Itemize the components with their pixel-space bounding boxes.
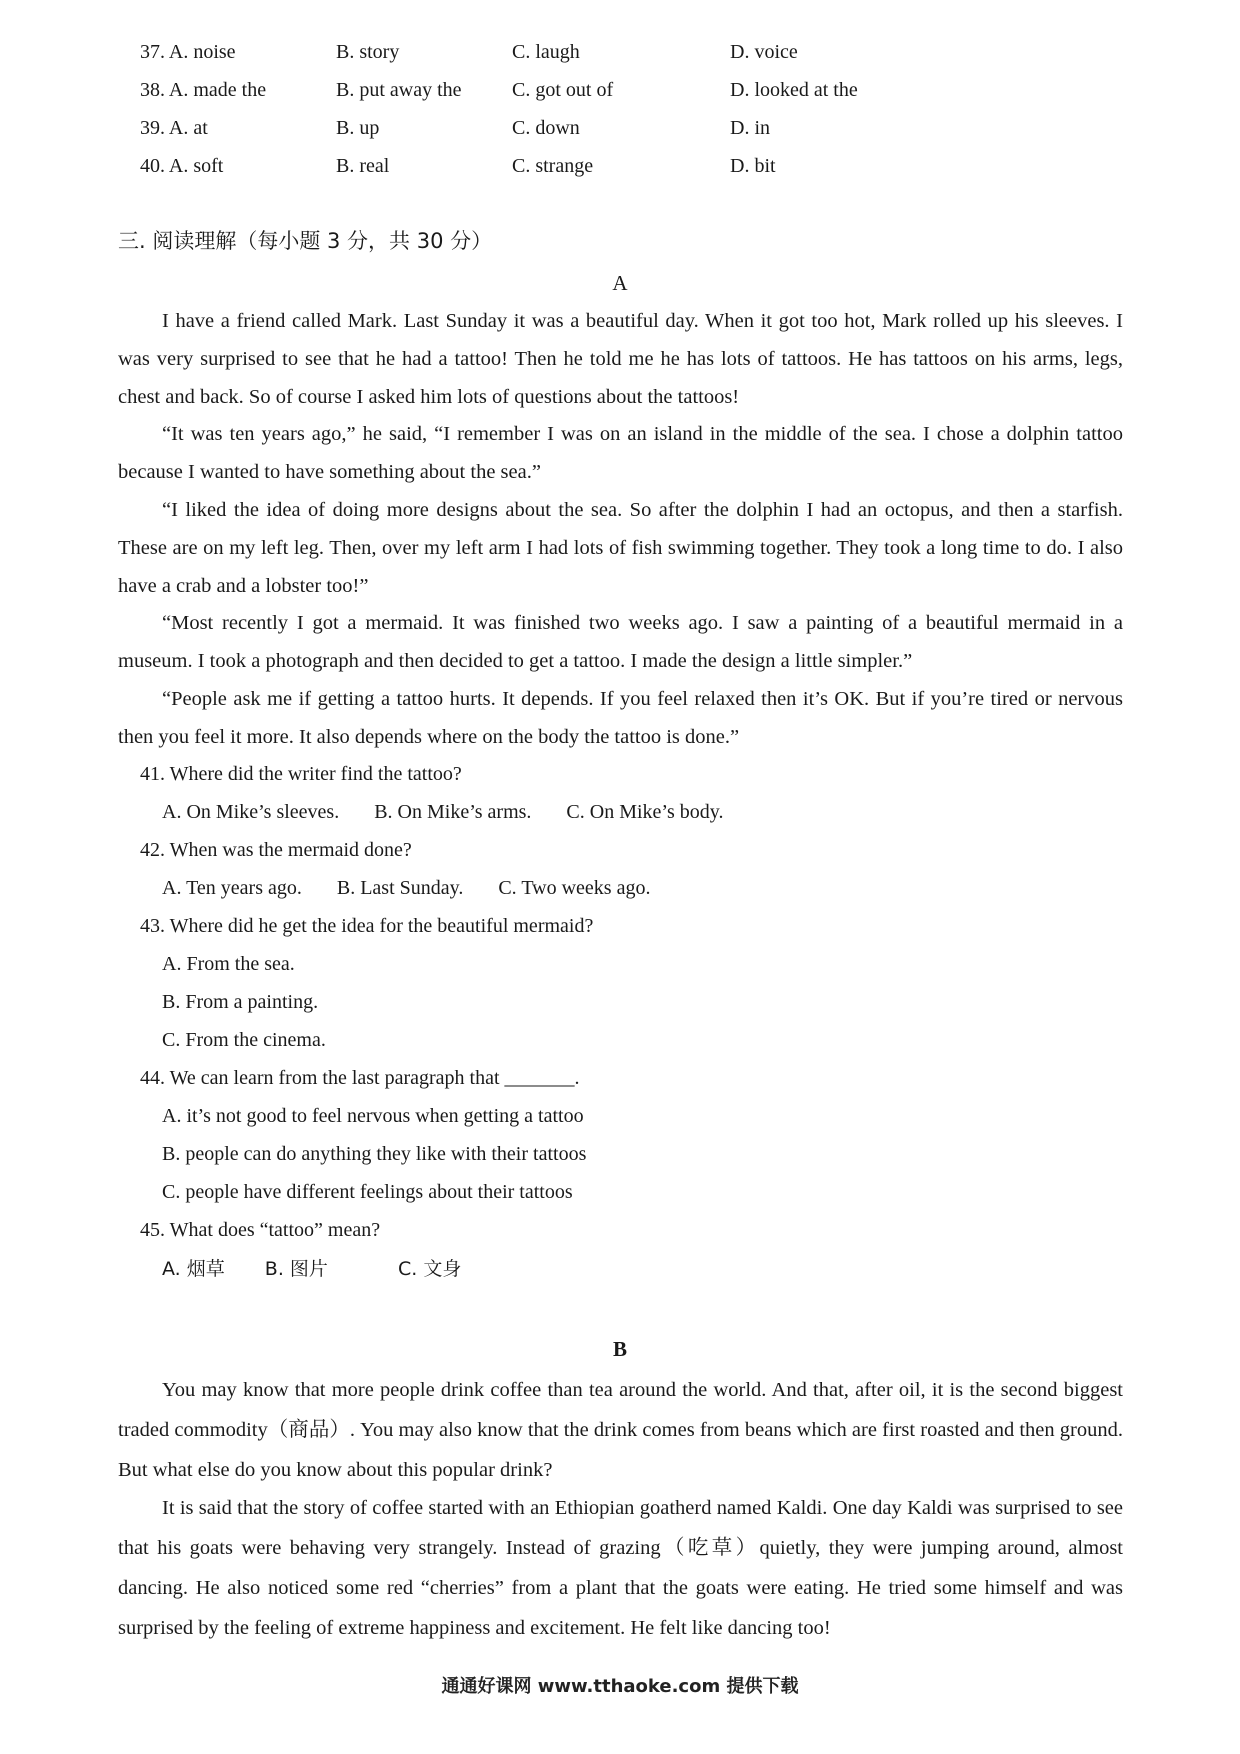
answer-option: C. From the cinema. [162,1029,326,1051]
answer-row-45 [162,1254,491,1284]
question-43: 43. Where did he get the idea for the beautiful mermaid? [140,915,594,937]
answer-option: C. people have different feelings about their tattoos [162,1181,573,1203]
answer-option: A. Ten years ago. [162,877,302,899]
passage-a-heading: A [612,271,628,295]
answer-option: C. 文身 [397,1258,462,1280]
option-b: B. real [336,155,390,177]
answer-option: B. Last Sunday. [336,877,464,899]
option-d: D. looked at the [730,79,858,101]
passage-b-heading: B [612,1337,627,1361]
passage-a-paragraph-3: “I liked the idea of doing more designs about the sea. So after the dolphin I had an octopus, and then a starfish. These are on my left leg. Then, over my left arm I had lots of fish swimming together. They took a long time to do. I also have a crab and a lobster too!” [118,499,1123,597]
answer-option: A. 烟草 [162,1258,225,1280]
question-41: 41. Where did the writer find the tattoo? [140,763,462,785]
passage-b-paragraph-1: You may know that more people drink coffee than tea around the world. And that, after oil, it is the second biggest traded commodity（商品）. You may also know that the drink comes from beans which are first roasted and then ground. But what else do you know about this popular drink? [118,1379,1123,1481]
answer-option: B. 图片 [264,1258,328,1280]
option-c: C. got out of [512,79,614,101]
option-b: B. story [336,41,400,63]
option-d: D. bit [730,155,776,177]
answer-option: A. On Mike’s sleeves. [162,801,340,823]
section-title: 三. 阅读理解（每小题 3 分，共 30 分） [118,229,493,253]
option-a: 38. A. made the [140,79,267,101]
answer-option: A. it’s not good to feel nervous when getting a tattoo [162,1105,584,1127]
option-a: 37. A. noise [140,41,236,63]
answer-option: B. From a painting. [162,991,319,1013]
option-a: 39. A. at [140,117,208,139]
option-c: C. laugh [512,41,580,63]
option-b: B. up [336,117,380,139]
answer-option: B. people can do anything they like with their tattoos [162,1143,587,1165]
option-d: D. voice [730,41,798,63]
passage-a-paragraph-5: “People ask me if getting a tattoo hurts. It depends. If you feel relaxed then it’s OK. But if you’re tired or nervous then you feel it more. It also depends where on the body the tattoo is done.” [118,688,1123,748]
answer-row-41 [162,797,753,827]
option-b: B. put away the [336,79,462,101]
question-42: 42. When was the mermaid done? [140,839,412,861]
footer-watermark: 通通好课网 www.tthaoke.com 提供下载 [441,1676,799,1697]
option-a: 40. A. soft [140,155,224,177]
answer-row-42 [162,873,680,903]
option-d: D. in [730,117,770,139]
answer-option: B. On Mike’s arms. [374,801,532,823]
answer-option: C. On Mike’s body. [566,801,724,823]
option-c: C. strange [512,155,594,177]
passage-a-paragraph-4: “Most recently I got a mermaid. It was finished two weeks ago. I saw a painting of a beautiful mermaid in a museum. I took a photograph and then decided to get a tattoo. I made the design a little simpler.” [118,612,1123,672]
question-45: 45. What does “tattoo” mean? [140,1219,381,1241]
passage-a-paragraph-2: “It was ten years ago,” he said, “I remember I was on an island in the middle of the sea. I chose a dolphin tattoo because I wanted to have something about the sea.” [118,423,1123,483]
option-c: C. down [512,117,580,139]
answer-option: A. From the sea. [162,953,295,975]
passage-a-paragraph-1: I have a friend called Mark. Last Sunday it was a beautiful day. When it got too hot, Mark rolled up his sleeves. I was very surprised to see that he had a tattoo! Then he told me he has lots of tattoos. He has tattoos on his arms, legs, chest and back. So of course I asked him lots of questions about the tattoos! [118,310,1123,408]
answer-option: C. Two weeks ago. [498,877,651,899]
passage-b-paragraph-2: It is said that the story of coffee started with an Ethiopian goatherd named Kaldi. One day Kaldi was surprised to see that his goats were behaving very strangely. Instead of grazing（吃草）quietly, they were jumping around, almost dancing. He also noticed some red “cherries” from a plant that the goats were eating. He tried some himself and was surprised by the feeling of extreme happiness and excitement. He felt like dancing too! [118,1497,1123,1639]
question-44: 44. We can learn from the last paragraph that _______. [140,1067,580,1089]
